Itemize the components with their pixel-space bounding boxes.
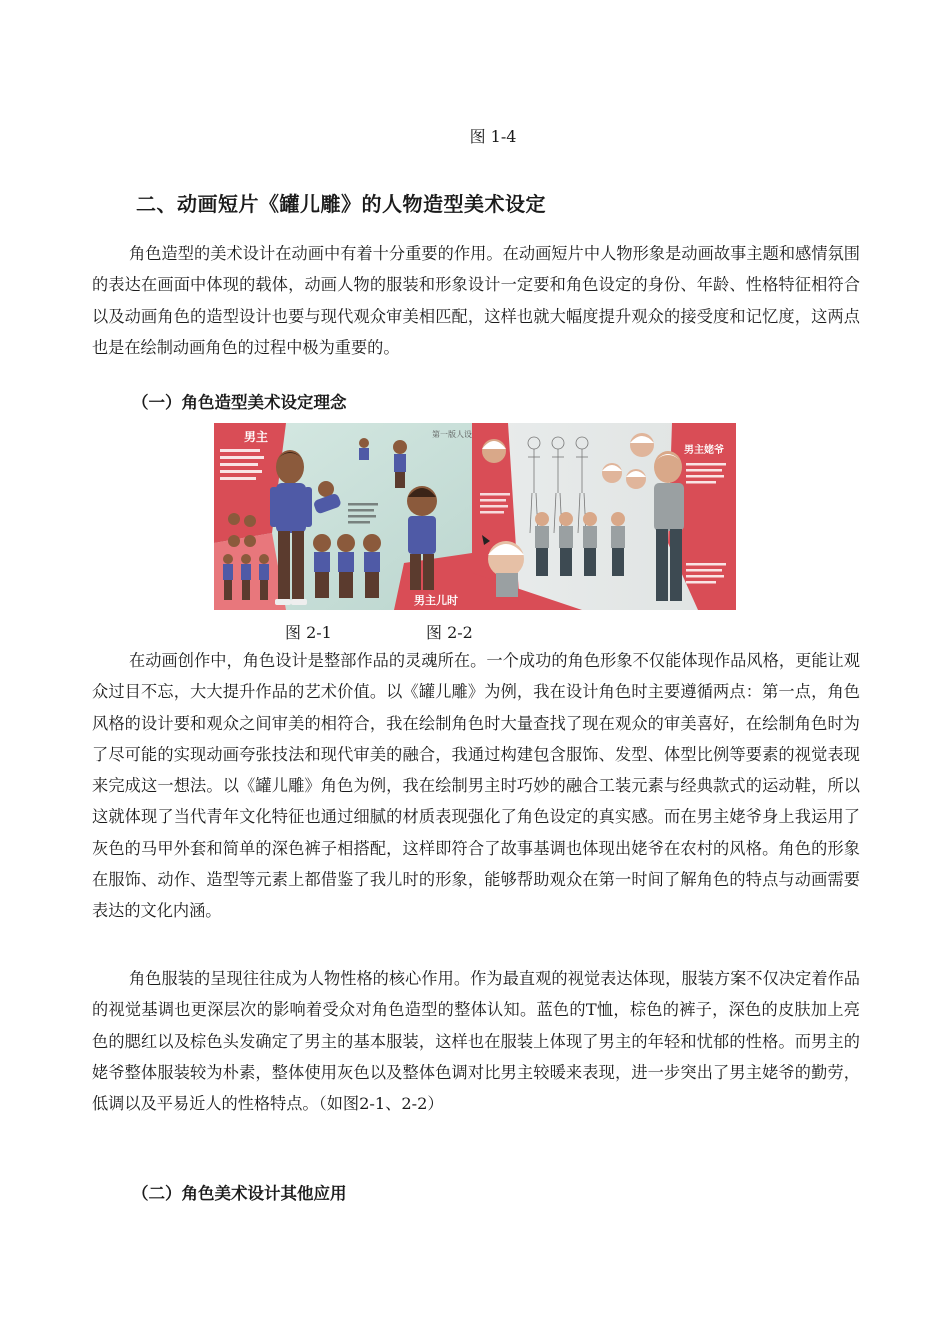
character-sheets-image bbox=[214, 423, 736, 610]
paragraph-costume: 角色服装的呈现往往成为人物性格的核心作用。作为最直观的视觉表达体现，服装方案不仅决定着作品的视觉基调也更深层次的影响着受众对角色造型的整体认知。蓝色的T恤，棕色的裤子，深色的皮肤加上亮色的腮红以及棕色头发确定了男主的基本服装，这样也在服装上体现了男主的年轻和忧郁的性格。而男主的姥爷整体服装较为朴素，整体使用灰色以及整体色调对比男主较暖来表现，进一步突出了男主姥爷的勤劳，低调以及平易近人的性格特点。（如图2-1、2-2） bbox=[92, 969, 860, 1114]
paragraph-design-principles: 在动画创作中，角色设计是整部作品的灵魂所在。一个成功的角色形象不仅能体现作品风格，更能让观众过目不忘，大大提升作品的艺术价值。以《罐儿雕》为例，我在设计角色时主要遵循两点：第一点，角色风格的设计要和观众之间审美的相符合，我在绘制角色时大量查找了现在观众的审美喜好，在绘制角色时为了尽可能的实现动画夸张技法和现代审美的融合，我通过构建包含服饰、发型、体型比例等要素的视觉表现来完成这一想法。以《罐儿雕》角色为例，我在绘制男主时巧妙的融合工装元素与经典款式的运动鞋，所以这就体现了当代青年文化特征也通过细腻的材质表现强化了角色设定的真实感。而在男主姥爷身上我运用了灰色的马甲外套和简单的深色裤子相搭配，这样即符合了故事基调也体现出姥爷在农村的风格。角色的形象在服饰、动作、造型等元素上都借鉴了我儿时的形象，能够帮助观众在第一时间了解角色的特点与动画需要表达的文化内涵。 bbox=[92, 651, 860, 921]
right-panel-title: 男主姥爷 bbox=[684, 445, 724, 456]
caption-figure-2-1: 图 2-1 bbox=[285, 623, 332, 642]
figure-captions bbox=[0, 620, 950, 642]
character-design-figure bbox=[214, 423, 736, 610]
caption-figure-2-2: 图 2-2 bbox=[426, 623, 473, 642]
figure-2-2-panel bbox=[472, 423, 736, 610]
first-version-label: 第一版人设 bbox=[432, 430, 472, 439]
section-heading: 二、动画短片《罐儿雕》的人物造型美术设定 bbox=[136, 192, 546, 216]
turnaround-small bbox=[223, 554, 269, 600]
figure-2-1-panel bbox=[214, 423, 472, 610]
subheading-other-applications: （二）角色美术设计其他应用 bbox=[132, 1184, 347, 1203]
childhood-label: 男主儿时 bbox=[414, 594, 458, 607]
figure-caption-1-4: 图 1-4 bbox=[469, 127, 517, 146]
subheading-design-concept: （一）角色造型美术设定理念 bbox=[132, 393, 347, 412]
left-panel-title: 男主 bbox=[244, 430, 269, 444]
paragraph-intro: 角色造型的美术设计在动画中有着十分重要的作用。在动画短片中人物形象是动画故事主题和感情氛围的表达在画面中体现的载体，动画人物的服装和形象设计一定要和角色设定的身份、年龄、性格特征相符合以及动画角色的造型设计也要与现代观众审美相匹配，这样也就大幅度提升观众的接受度和记忆度，这两点也是在绘制动画角色的过程中极为重要的。 bbox=[92, 244, 860, 357]
